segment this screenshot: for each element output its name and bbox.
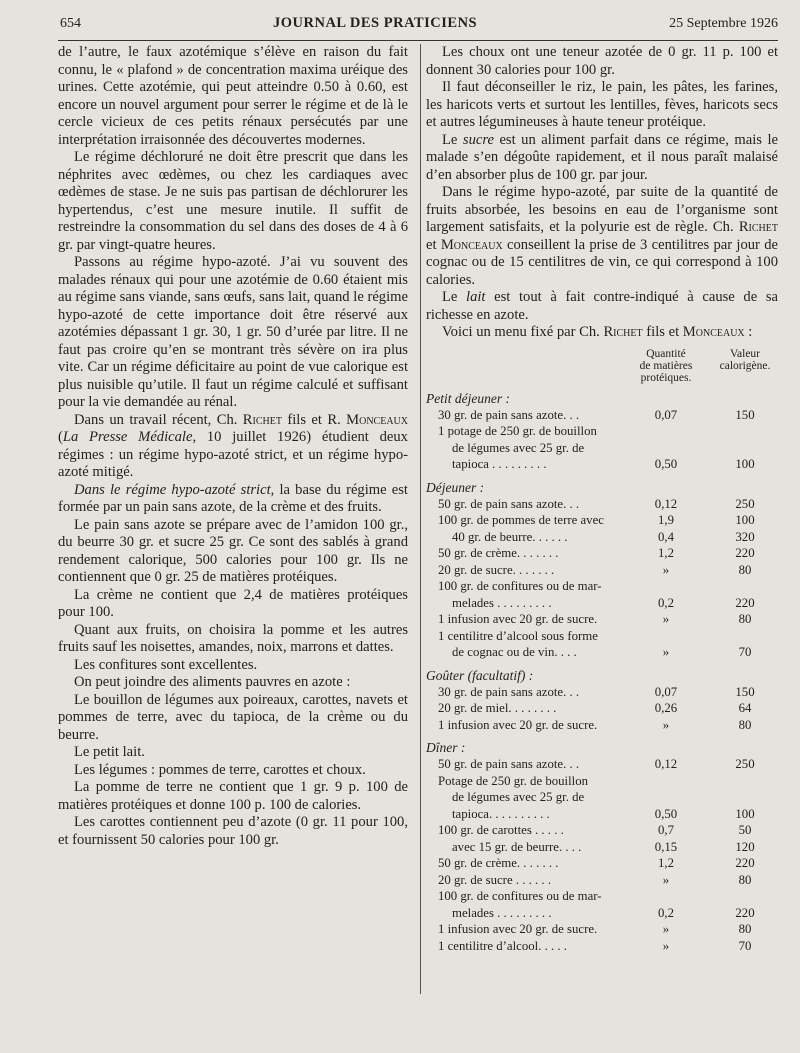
food-item: 100 gr. de confitures ou de mar- — [438, 579, 602, 593]
calorie-value: 220 — [735, 546, 755, 560]
food-item: 30 gr. de pain sans azote. . . — [438, 407, 580, 422]
text-run: et — [426, 236, 441, 253]
menu-row — [426, 628, 778, 645]
author-name: Richet — [242, 411, 282, 428]
protein-value: 0,7 — [658, 823, 674, 837]
protein-value: 1,2 — [658, 546, 674, 560]
protein-value — [620, 628, 712, 645]
food-item: tapioca. . . . . . . . . . — [452, 806, 550, 821]
menu-table — [426, 348, 778, 955]
text-run: Dans un travail récent, Ch. — [74, 411, 243, 428]
protein-value: » — [662, 938, 670, 953]
calorie-value — [712, 440, 778, 457]
food-item: melades . . . . . . . . . — [452, 905, 552, 920]
journal-title: JOURNAL DES PRATICIENS — [273, 15, 478, 31]
protein-value: 0,26 — [654, 701, 678, 715]
italic-text: La Presse Médicale — [62, 429, 193, 445]
food-item: 50 gr. de crème. . . . . . . — [438, 856, 559, 870]
calorie-value: 70 — [738, 938, 752, 953]
paragraph: Le bouillon de légumes aux poireaux, carottes, navets et pommes de terre, avec du tapioca, de la crème ou du beurre. — [58, 691, 408, 743]
food-item: Potage de 250 gr. de bouillon — [438, 773, 588, 788]
page-number: 654 — [60, 16, 81, 31]
paragraph: La pomme de terre ne contient que 1 gr. 9 p. 100 de matières protéiques et donne 100 p. 100 de calories. — [58, 779, 408, 813]
food-item: de cognac ou de vin. . . . — [452, 645, 577, 659]
text-run: : — [744, 324, 753, 340]
food-item: 100 gr. de pommes de terre avec — [438, 513, 604, 527]
food-item: de légumes avec 25 gr. de — [452, 440, 585, 455]
menu-row — [426, 578, 778, 595]
protein-value: 0,4 — [658, 529, 674, 544]
right-column — [426, 44, 778, 954]
menu-row — [426, 839, 778, 856]
protein-value: » — [662, 717, 670, 732]
calorie-value: 80 — [738, 922, 752, 936]
italic-text: lait — [466, 289, 486, 305]
text-run: est un aliment parfait dans ce régime, mais le malade s’en dégoûte rapidement, et il nous paraît malaisé d’en absorber plus de 100 gr. par jour. — [426, 131, 778, 183]
menu-row — [426, 611, 778, 628]
menu-row — [426, 773, 778, 790]
paragraph — [426, 132, 778, 185]
meal-title: Dîner : — [426, 740, 466, 755]
menu-row — [426, 921, 778, 938]
menu-row — [426, 562, 778, 579]
paragraph: Les confitures sont excellentes. — [74, 656, 258, 673]
text-run: , la base du régime est formée par un pain sans azote, de la crème et des fruits. — [58, 481, 408, 515]
menu-row — [426, 717, 778, 734]
meal-title: Petit déjeuner : — [426, 390, 510, 406]
food-item: 1 infusion avec 20 gr. de sucre. — [438, 717, 598, 732]
calorie-value — [712, 888, 778, 905]
menu-row — [426, 756, 778, 773]
protein-value — [620, 440, 712, 457]
calorie-value: 220 — [735, 856, 755, 870]
meal-section — [426, 739, 778, 954]
food-item: 100 gr. de confitures ou de mar- — [438, 889, 602, 903]
calorie-value: 100 — [735, 806, 755, 821]
text-run: Le — [442, 289, 467, 305]
paragraph: Le pain sans azote se prépare avec de l’amidon 100 gr., du beurre 30 gr. et sucre 25 gr. Ce sont des sablés à grand rendement calorique, 500 calories pour 100 gr. Ils ne contiennent que 0 gr. 25 de matières protéiques. — [58, 516, 408, 585]
protein-value: 0,07 — [654, 407, 678, 422]
calorie-value — [712, 773, 778, 790]
food-item: 20 gr. de miel. . . . . . . . — [438, 701, 557, 715]
paragraph: Il faut déconseiller le riz, le pain, les pâtes, les farines, les haricots verts et surtout les lentilles, fèves, haricots secs et autres légumineuses à haute teneur protéique. — [426, 79, 778, 130]
food-item: 40 gr. de beurre. . . . . . — [452, 529, 568, 544]
protein-value: 0,12 — [654, 496, 678, 511]
italic-text: Dans le régime hypo-azoté strict — [74, 481, 271, 498]
food-item: 30 gr. de pain sans azote. . . — [438, 684, 580, 699]
menu-row — [426, 888, 778, 905]
author-name: Monceaux — [682, 324, 745, 340]
protein-value: » — [662, 872, 670, 887]
food-item: 1 infusion avec 20 gr. de sucre. — [438, 922, 598, 936]
calorie-value: 100 — [735, 457, 755, 471]
food-item: 1 potage de 250 gr. de bouillon — [438, 424, 597, 438]
paragraph: Les choux ont une teneur azotée de 0 gr. 11 p. 100 et donnent 30 calories pour 100 gr. — [426, 44, 778, 78]
menu-row — [426, 529, 778, 546]
protein-value: 1,2 — [658, 856, 674, 870]
food-item: tapioca . . . . . . . . . — [452, 457, 547, 471]
protein-value — [620, 789, 712, 806]
protein-value — [620, 423, 712, 440]
food-item: 1 centilitre d’alcool sous forme — [438, 628, 598, 643]
food-item: 1 centilitre d’alcool. . . . . — [438, 938, 567, 953]
text-run: est tout à fait contre-indiqué à cause de sa richesse en azote. — [426, 289, 778, 323]
menu-row — [426, 644, 778, 661]
paragraph — [58, 412, 408, 482]
protein-value: 0,12 — [654, 757, 678, 771]
menu-row — [426, 789, 778, 806]
paragraph: Les carottes contiennent peu d’azote (0 gr. 11 pour 100, et fournissent 50 calories pour 100 gr. — [58, 814, 408, 848]
calorie-value: 70 — [738, 645, 752, 659]
menu-row — [426, 872, 778, 889]
calorie-value: 50 — [738, 823, 752, 837]
right-column-text — [426, 44, 778, 342]
calorie-value: 150 — [735, 407, 755, 422]
paragraph: de l’autre, le faux azotémique s’élève en raison du fait connu, le « plafond » de concentration maxima uréique des urines. Cette azotémie, qui peut atteindre 0.50 à 0.60, est encore un nouvel argument pour serrer le régime et de là le cercle vicieux de ces petits rénaux persécutés par une interprétation irraisonnée des découvertes modernes. — [58, 44, 408, 148]
text-run: Voici un menu fixé par Ch. — [442, 324, 604, 340]
calorie-value: 250 — [735, 757, 755, 771]
food-item: melades . . . . . . . . . — [452, 595, 552, 610]
protein-value: 0,2 — [658, 905, 674, 920]
calorie-value: 150 — [735, 684, 755, 699]
paragraph: Le petit lait. — [74, 744, 145, 760]
menu-row — [426, 938, 778, 955]
text-run: Dans le régime hypo-azoté, par suite de la quantité de fruits absorbée, les besoins en eau de l’organisme sont largement satisfaits, et la polyurie est de règle. Ch. — [426, 184, 778, 235]
protein-value: 0,15 — [654, 839, 678, 854]
paragraph — [426, 324, 778, 342]
calorie-value: 220 — [735, 595, 755, 610]
italic-text: sucre — [462, 131, 494, 148]
menu-row — [426, 595, 778, 612]
text-run: fils et — [642, 324, 683, 340]
menu-table-body — [426, 390, 778, 955]
text-run: Le — [442, 131, 463, 148]
calorie-value — [712, 789, 778, 806]
paragraph: Les légumes : pommes de terre, carottes et choux. — [74, 761, 366, 778]
column-divider — [420, 44, 421, 994]
calorie-value: 250 — [735, 496, 755, 511]
protein-value — [620, 888, 712, 905]
calorie-value: 64 — [738, 701, 752, 715]
calorie-value — [712, 578, 778, 595]
paragraph — [426, 184, 778, 289]
menu-row — [426, 423, 778, 440]
protein-value: 0,07 — [654, 684, 678, 699]
protein-value: 0,2 — [658, 595, 674, 610]
header-rule — [58, 40, 778, 41]
paragraph — [426, 289, 778, 324]
calorie-value: 220 — [735, 905, 755, 920]
protein-column-header: Quantité de matières protéiques. — [639, 347, 693, 384]
food-item: 20 gr. de sucre. . . . . . . — [438, 562, 555, 577]
protein-value: » — [662, 612, 670, 626]
menu-row — [426, 700, 778, 717]
meal-title: Déjeuner : — [426, 479, 485, 495]
author-name: Monceaux — [346, 411, 408, 428]
menu-row — [426, 512, 778, 529]
author-name: Richet — [603, 324, 643, 340]
calorie-value: 80 — [738, 612, 752, 626]
calorie-column-header: Valeur calorigène. — [719, 347, 771, 372]
food-item: 20 gr. de sucre . . . . . . — [438, 872, 552, 887]
food-item: 50 gr. de pain sans azote. . . — [438, 757, 580, 771]
menu-row — [426, 684, 778, 701]
food-item: 1 infusion avec 20 gr. de sucre. — [438, 612, 598, 626]
menu-row — [426, 855, 778, 872]
meal-section — [426, 667, 778, 734]
author-name: Monceaux — [440, 236, 503, 253]
protein-value: 1,9 — [658, 513, 674, 527]
paragraph: Quant aux fruits, on choisira la pomme et les autres fruits sauf les noisettes, amandes, noix, marrons et dattes. — [58, 621, 408, 655]
calorie-value: 120 — [735, 839, 755, 854]
menu-row — [426, 407, 778, 424]
paragraph: On peut joindre des aliments pauvres en azote : — [74, 674, 351, 690]
page-header — [60, 15, 778, 37]
menu-row — [426, 496, 778, 513]
menu-row — [426, 456, 778, 473]
paragraph: La crème ne contient que 2,4 de matières protéiques pour 100. — [58, 586, 408, 620]
protein-value: 0,50 — [654, 457, 678, 471]
menu-row — [426, 545, 778, 562]
paragraph — [58, 482, 408, 517]
food-item: 50 gr. de crème. . . . . . . — [438, 546, 559, 560]
text-run: , 10 juillet 1926) étudient deux régimes : un régime hypo-azoté strict, et un régime hypo-azoté mitigé. — [58, 429, 408, 480]
calorie-value: 80 — [738, 562, 752, 577]
paragraph: Passons au régime hypo-azoté. J’ai vu souvent des malades rénaux qui pour une azotémie de 0.60 étaient mis au régime sans viande, sans œufs, sans lait, quand le régime hypo-azoté de cette importance doit être réservé aux azotémies dépassant 1 gr. 30, 1 gr. 50 d’urée par litre. Il ne faut pas croire qu’en se montrant très sévère on ira plus vite. Car un régime déficitaire au point de vue calorique est plus nuisible qu’utile. Il faut un régime calculé et suffisant pour la vie demandée au rénal. — [58, 254, 408, 410]
menu-row — [426, 806, 778, 823]
protein-value — [620, 578, 712, 595]
meal-title: Goûter (facultatif) : — [426, 667, 534, 683]
meal-section — [426, 479, 778, 661]
calorie-value: 80 — [738, 872, 752, 887]
calorie-value — [712, 628, 778, 645]
calorie-value: 320 — [735, 529, 755, 544]
issue-date: 25 Septembre 1926 — [669, 16, 778, 31]
menu-row — [426, 905, 778, 922]
food-item: de légumes avec 25 gr. de — [452, 790, 585, 804]
menu-row — [426, 822, 778, 839]
food-item: 50 gr. de pain sans azote. . . — [438, 496, 580, 511]
protein-value — [620, 773, 712, 790]
paragraph: Le régime déchloruré ne doit être prescrit que dans les néphrites avec œdèmes, ou chez les cardiaques avec œdèmes de stase. Je ne suis pas partisan de déchlorurer les hypertendus, c’est une mesure inutile. Il suffit de restreindre la consommation du sel dans des doses de 4 à 6 gr. par vingt-quatre heures. — [58, 149, 408, 253]
text-run: conseillent la prise de 3 centilitres par jour de cognac ou de 15 centilitres de vin, ce qui correspond à 100 calories. — [426, 236, 778, 288]
protein-value: » — [662, 922, 670, 936]
calorie-value — [712, 423, 778, 440]
calorie-value: 80 — [738, 717, 752, 732]
protein-value: 0,50 — [654, 806, 678, 821]
meal-section — [426, 390, 778, 473]
protein-value: » — [662, 562, 670, 577]
food-item: 100 gr. de carottes . . . . . — [438, 823, 564, 837]
food-item: avec 15 gr. de beurre. . . . — [452, 839, 582, 854]
protein-value: » — [662, 645, 670, 659]
text-run: ( — [58, 429, 63, 445]
author-name: Richet — [738, 219, 778, 235]
menu-table-header — [426, 348, 778, 384]
calorie-value: 100 — [735, 513, 755, 527]
left-column — [58, 44, 408, 849]
text-run: fils et R. — [281, 411, 347, 428]
menu-row — [426, 440, 778, 457]
